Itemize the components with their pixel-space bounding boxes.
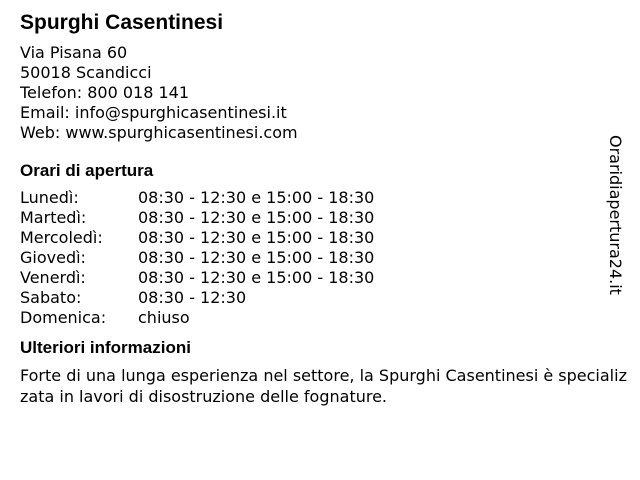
more-info-heading: Ulteriori informazioni	[20, 338, 191, 357]
hours-row-friday	[20, 268, 620, 288]
time-value: 08:30 - 12:30 e 15:00 - 18:30	[138, 228, 375, 247]
day-label: Venerdì:	[20, 268, 86, 287]
hours-row-wednesday	[20, 228, 620, 248]
street-address: Via Pisana 60	[20, 43, 128, 62]
site-watermark: Oraridiapertura24.it	[606, 135, 625, 295]
business-card	[20, 10, 627, 407]
business-name: Spurghi Casentinesi	[20, 11, 224, 34]
email-address: Email: info@spurghicasentinesi.it	[20, 103, 287, 122]
more-info-text: Forte di una lunga esperienza nel settore, la Spurghi Casentinesi è specializzata in lavori di disostruzione delle fognature.	[20, 366, 627, 406]
day-label: Martedì:	[20, 208, 87, 227]
time-value: 08:30 - 12:30	[138, 288, 247, 307]
hours-row-saturday	[20, 288, 620, 308]
contact-block	[20, 43, 620, 143]
time-value: 08:30 - 12:30 e 15:00 - 18:30	[138, 188, 375, 207]
day-label: Giovedì:	[20, 248, 86, 267]
opening-hours-heading: Orari di apertura	[20, 161, 154, 180]
website: Web: www.spurghicasentinesi.com	[20, 123, 298, 142]
hours-row-tuesday	[20, 208, 620, 228]
time-value: 08:30 - 12:30 e 15:00 - 18:30	[138, 248, 375, 267]
phone-number: Telefon: 800 018 141	[20, 83, 190, 102]
time-value: chiuso	[138, 308, 190, 327]
time-value: 08:30 - 12:30 e 15:00 - 18:30	[138, 208, 375, 227]
time-value: 08:30 - 12:30 e 15:00 - 18:30	[138, 268, 375, 287]
day-label: Mercoledì:	[20, 228, 103, 247]
city-address: 50018 Scandicci	[20, 63, 152, 82]
hours-row-monday	[20, 188, 620, 208]
day-label: Lunedì:	[20, 188, 79, 207]
hours-row-thursday	[20, 248, 620, 268]
hours-row-sunday	[20, 308, 620, 328]
day-label: Domenica:	[20, 308, 107, 327]
opening-hours-table	[20, 188, 620, 328]
day-label: Sabato:	[20, 288, 82, 307]
